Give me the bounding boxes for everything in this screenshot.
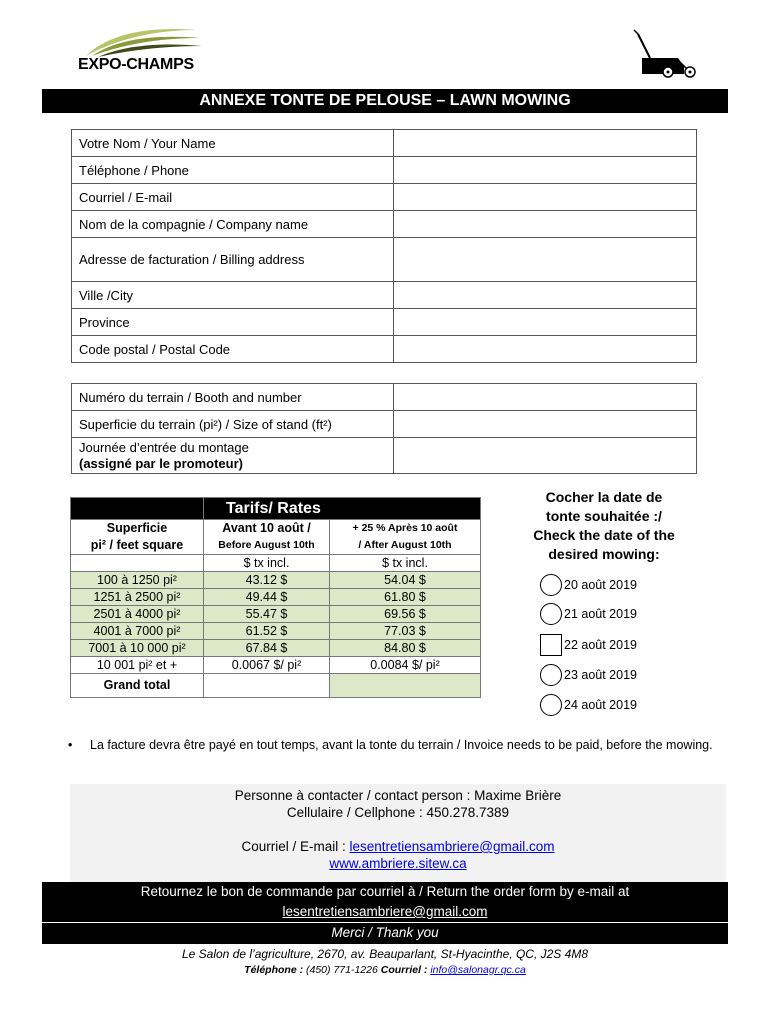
name-label: Votre Nom / Your Name — [72, 130, 394, 157]
tax-note: $ tx incl. — [330, 555, 481, 572]
lawn-mower-icon — [628, 28, 698, 80]
booth-number-field[interactable] — [393, 384, 696, 411]
phone-field[interactable] — [393, 157, 696, 184]
return-instructions — [42, 882, 728, 922]
billing-address-label: Adresse de facturation / Billing address — [72, 238, 394, 282]
bullet-icon: • — [68, 738, 73, 752]
rates-title-row — [71, 498, 481, 520]
table-row — [72, 157, 697, 184]
grand-total-after-field[interactable] — [330, 674, 481, 698]
booth-number-label: Numéro du terrain / Booth and number — [72, 384, 394, 411]
table-row: 100 à 1250 pi² 43.12 $ 54.04 $ — [71, 572, 481, 589]
province-field[interactable] — [393, 309, 696, 336]
radio-circle-icon[interactable] — [540, 574, 562, 596]
table-row — [72, 438, 697, 474]
name-field[interactable] — [393, 130, 696, 157]
thank-you: Merci / Thank you — [42, 922, 728, 944]
grand-total-before-field[interactable] — [204, 674, 330, 698]
phone-label: Téléphone / Phone — [72, 157, 394, 184]
tax-row — [71, 555, 481, 572]
email-label: Courriel / E-mail — [72, 184, 394, 211]
stand-size-field[interactable] — [393, 411, 696, 438]
grand-total-row — [71, 674, 481, 698]
table-row — [72, 309, 697, 336]
company-label: Nom de la compagnie / Company name — [72, 211, 394, 238]
rates-table — [70, 497, 481, 698]
city-field[interactable] — [393, 282, 696, 309]
table-row: 2501 à 4000 pi² 55.47 $ 69.56 $ — [71, 606, 481, 623]
company-field[interactable] — [393, 211, 696, 238]
expo-champs-logo — [78, 26, 208, 76]
contact-info-table — [71, 129, 697, 363]
contact-box — [70, 784, 726, 882]
table-row — [72, 336, 697, 363]
billing-address-field[interactable] — [393, 238, 696, 282]
table-row — [72, 130, 697, 157]
table-row — [72, 411, 697, 438]
footer-address: Le Salon de l’agriculture, 2670, av. Beauparlant, St-Hyacinthe, QC, J2S 4M8 — [181, 947, 588, 961]
setup-day-label — [72, 438, 394, 474]
rates-title: Tarifs/ Rates — [204, 498, 481, 520]
postal-code-field[interactable] — [393, 336, 696, 363]
contact-cellphone: Cellulaire / Cellphone : 450.278.7389 — [286, 805, 510, 820]
table-row — [72, 384, 697, 411]
province-label: Province — [72, 309, 394, 336]
tax-note: $ tx incl. — [204, 555, 330, 572]
contact-person: Personne à contacter / contact person : Maxime Brière — [234, 788, 562, 803]
table-row — [72, 282, 697, 309]
payment-note — [68, 736, 718, 755]
setup-day-field[interactable] — [393, 438, 696, 474]
city-label: Ville /City — [72, 282, 394, 309]
postal-code-label: Code postal / Postal Code — [72, 336, 394, 363]
table-row — [72, 238, 697, 282]
email-field[interactable] — [393, 184, 696, 211]
grand-total-label: Grand total — [71, 674, 204, 698]
logo-text: EXPO-CHAMPS — [78, 56, 194, 73]
setup-day-line1: Journée d’entrée du montage — [79, 439, 249, 455]
area-header: Superficie pi² / feet square — [71, 520, 204, 555]
radio-circle-icon[interactable] — [540, 694, 562, 716]
contact-email-link[interactable]: lesentretiensambriere@gmail.com — [349, 839, 555, 854]
website-link[interactable]: www.ambriere.sitew.ca — [329, 856, 467, 871]
contact-email-line: Courriel / E-mail : lesentretiensambriere@gmail.com — [241, 839, 555, 854]
table-row — [72, 211, 697, 238]
stand-size-label: Superficie du terrain (pi²) / Size of stand (ft²) — [72, 411, 394, 438]
table-row: 4001 à 7000 pi² 61.52 $ 77.03 $ — [71, 623, 481, 640]
radio-circle-icon[interactable] — [540, 664, 562, 686]
checkbox-square-icon[interactable] — [540, 634, 562, 656]
table-row: 7001 à 10 000 pi² 67.84 $ 84.80 $ — [71, 640, 481, 657]
page-title: ANNEXE TONTE DE PELOUSE – LAWN MOWING — [42, 89, 728, 113]
before-header: Avant 10 août / Before August 10th — [204, 520, 330, 555]
after-header: + 25 % Après 10 août / After August 10th — [330, 520, 481, 555]
return-email-link[interactable]: lesentretiensambriere@gmail.com — [282, 904, 488, 919]
footer-contact: Téléphone : (450) 771-1226 Courriel : info@salonagr.qc.ca — [244, 964, 526, 976]
footer-email-link[interactable]: info@salonagr.qc.ca — [430, 964, 526, 976]
table-row — [72, 184, 697, 211]
table-row: 1251 à 2500 pi² 49.44 $ 61.80 $ — [71, 589, 481, 606]
date-selection-title: Cocher la date de tonte souhaitée :/ Check the date of the desired mowing: — [533, 489, 675, 562]
setup-day-line2: (assigné par le promoteur) — [79, 455, 243, 471]
return-text: Retournez le bon de commande par courriel à / Return the order form by e-mail at — [140, 884, 630, 899]
radio-circle-icon[interactable] — [540, 603, 562, 625]
payment-note-text: La facture devra être payé en tout temps, avant la tonte du terrain / Invoice needs to be paid, before the mowing. — [90, 738, 713, 752]
logo-swoosh-icon — [78, 26, 208, 58]
table-row: 10 001 pi² et + 0.0067 $/ pi² 0.0084 $/ pi² — [71, 657, 481, 674]
booth-info-table — [71, 383, 697, 474]
